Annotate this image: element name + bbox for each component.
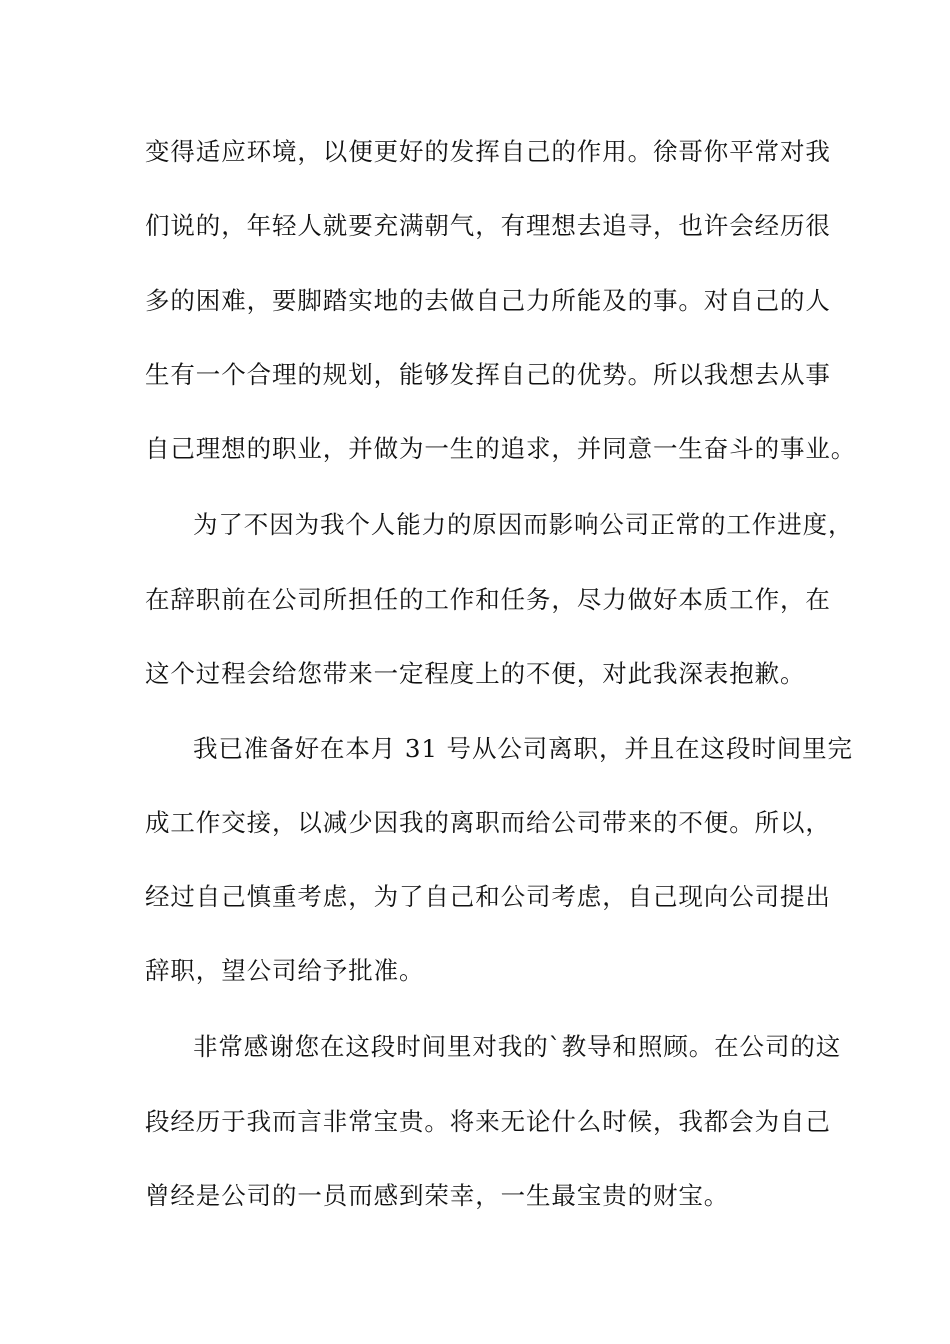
text-line-3: 多的困难，要脚踏实地的去做自己力所能及的事。对自己的人 (145, 286, 831, 315)
text-line-6: 为了不因为我个人能力的原因而影响公司正常的工作进度， (193, 510, 854, 539)
text-line-14: 段经历于我而言非常宝贵。将来无论什么时候，我都会为自己 (145, 1107, 831, 1136)
text-line-8: 这个过程会给您带来一定程度上的不便，对此我深表抱歉。 (145, 659, 806, 688)
text-line-12: 辞职，望公司给予批准。 (145, 956, 425, 985)
text-line-4: 生有一个合理的规划，能够发挥自己的优势。所以我想去从事 (145, 360, 831, 389)
text-line-2: 们说的，年轻人就要充满朝气，有理想去追寻，也许会经历很 (145, 211, 831, 240)
text-line-11: 经过自己慎重考虑，为了自己和公司考虑，自己现向公司提出 (145, 882, 831, 911)
text-line-7: 在辞职前在公司所担任的工作和任务，尽力做好本质工作，在 (145, 585, 831, 614)
text-line-1: 变得适应环境，以便更好的发挥自己的作用。徐哥你平常对我 (145, 137, 831, 166)
text-line-9: 我已准备好在本月 31 号从公司离职，并且在这段时间里完 (193, 734, 853, 763)
text-line-5: 自己理想的职业，并做为一生的追求，并同意一生奋斗的事业。 (145, 434, 857, 463)
text-line-15: 曾经是公司的一员而感到荣幸，一生最宝贵的财宝。 (145, 1181, 730, 1210)
text-line-13: 非常感谢您在这段时间里对我的`教导和照顾。在公司的这 (193, 1032, 842, 1061)
text-line-10: 成工作交接，以减少因我的离职而给公司带来的不便。所以， (145, 808, 831, 837)
